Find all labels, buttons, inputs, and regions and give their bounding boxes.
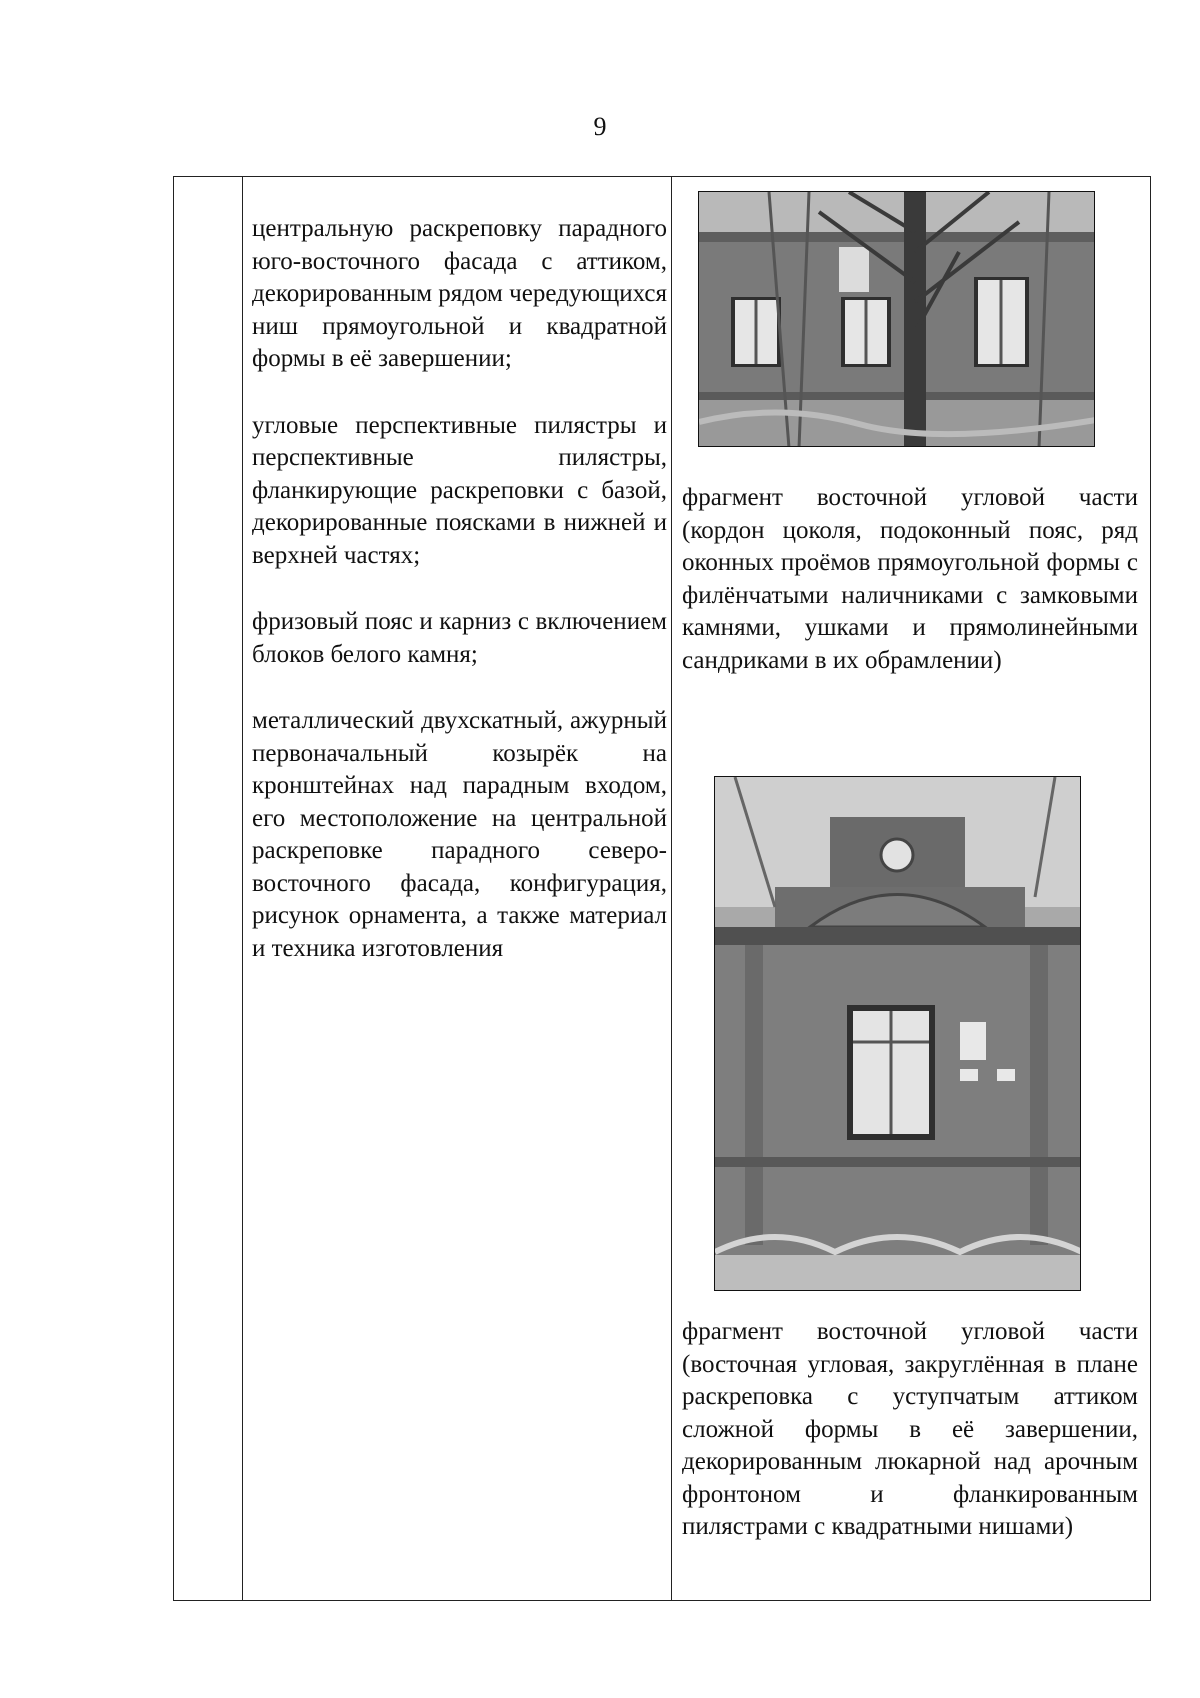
page-number: 9 [593, 112, 607, 141]
facade-photo-1-image [699, 192, 1095, 447]
photo-1-caption: фрагмент восточной угловой части (кордон цоколя, подоконный пояс, ряд оконных проёмов прямоугольной формы с филёнчатыми наличниками с замковыми камнями, ушками и прямолинейными сандриками в их обрамлении) [682, 484, 1138, 674]
heritage-elements-table [173, 176, 1151, 1601]
description-paragraph: фризовый пояс и карниз с включением блоков белого камня; [252, 608, 667, 668]
description-paragraph: металлический двухскатный, ажурный первоначальный козырёк на кронштейнах над парадным входом, его местоположение на центральной раскреповке парадного северо-восточного фасада, конфигурация, рисунок орнамента, а также материал и техника изготовления [252, 707, 667, 962]
facade-photo-2-image [715, 777, 1081, 1291]
description-paragraph: центральную раскреповку парадного юго-восточного фасада с аттиком, декорированным рядом чередующихся ниш прямоугольной и квадратной формы в её завершении; [252, 215, 667, 372]
description-paragraph: угловые перспективные пилястры и перспективные пилястры, фланкирующие раскреповки с базой, декорированные поясками в нижней и верхней частях; [252, 411, 667, 569]
facade-photo-1 [698, 191, 1095, 447]
facade-photo-2 [714, 776, 1081, 1291]
table-divider-right [671, 177, 672, 1600]
table-divider-left [242, 177, 243, 1600]
photo-2-caption: фрагмент восточной угловой части (восточная угловая, закруглённая в плане раскреповка с уступчатым аттиком сложной формы в её завершении, декорированным люкарной над арочным фронтоном и фланкированным пилястрами с квадратными нишами) [682, 1318, 1138, 1540]
subject-description-column [252, 213, 667, 999]
